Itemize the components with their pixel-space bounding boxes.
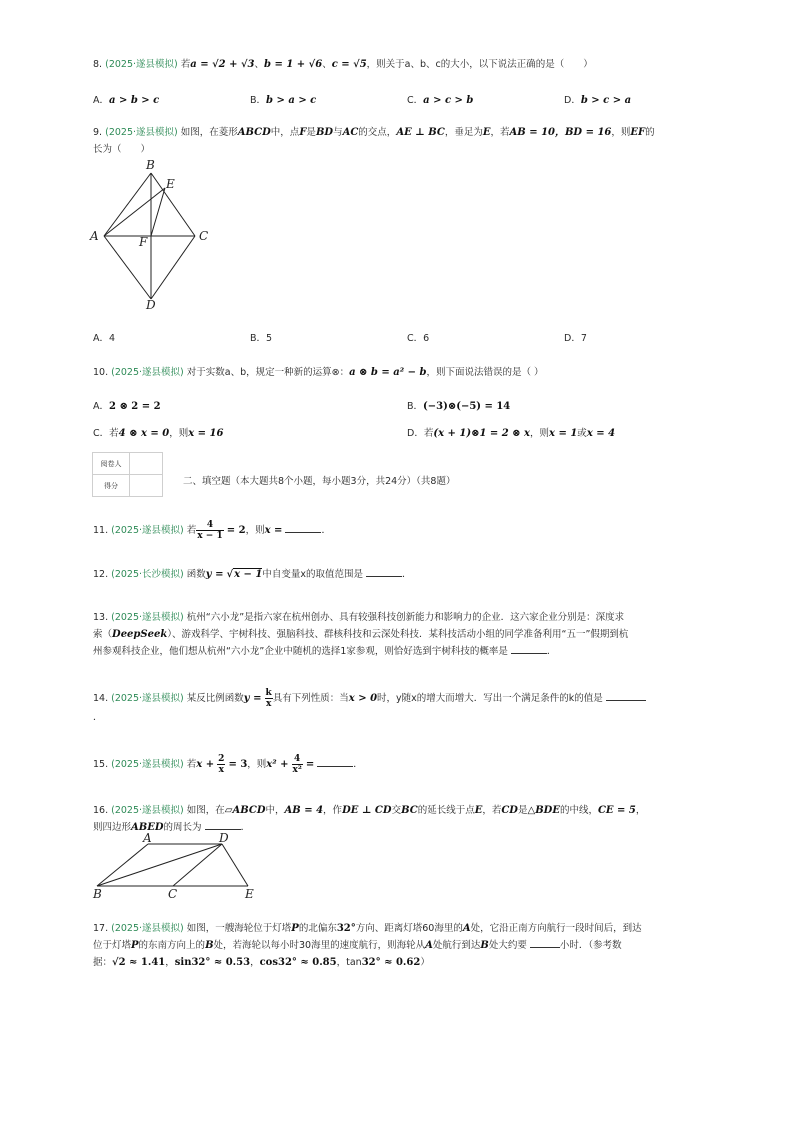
option-text: 若 xyxy=(109,428,119,439)
math-term: 32° xyxy=(336,923,356,934)
math-term: P xyxy=(291,923,299,934)
math-term: E xyxy=(474,805,483,816)
question-text: ，作 xyxy=(323,805,343,816)
question-text: ，则关于a、b、c的大小，以下说法正确的是（ ） xyxy=(366,59,593,70)
rhombus-figure xyxy=(88,158,218,310)
math-term: (x + 1)⊗1 = 2 ⊗ x xyxy=(433,428,531,439)
question-text: ） xyxy=(420,957,430,968)
question-text: ． xyxy=(240,822,251,833)
question-text: 位于灯塔 xyxy=(93,940,132,951)
math-term: ▱ABCD xyxy=(224,805,266,816)
question-text: 的周长为 xyxy=(163,822,202,833)
option-letter: A． xyxy=(93,95,109,106)
point-label-d: D xyxy=(219,832,229,845)
question-text: ）、游戏科学、宇树科技、强脑科技、群核科技和云深处科技．某科技活动小组的同学准备利用“五一”假期到杭 xyxy=(167,629,629,640)
question-number: 15. xyxy=(93,759,109,770)
question-number: 9. xyxy=(93,127,103,138)
option-b[interactable] xyxy=(407,398,510,412)
fraction-denominator: x xyxy=(218,765,224,775)
question-text: 若 xyxy=(180,59,191,70)
math-term: B xyxy=(205,940,214,951)
math-term: DeepSeek xyxy=(112,629,168,640)
question-source: (2025·遂县模拟) xyxy=(105,59,178,70)
point-label-e: E xyxy=(166,177,175,191)
question-text: 长为（ ） xyxy=(93,144,151,155)
question-17: 17. (2025·遂县模拟) 如图，一艘海轮位于灯塔P的北偏东32°方向、距离灯塔60海里的A处，它沿正南方向航行一段时间后，到达 位于灯塔P的东南方向上的B处，若海轮以每小时30海里的速度航行，则海轮从A处航行到达B处大约要 小时．（参考数 据：√2 ≈ 1.41，sin32° ≈ 0.53，cos32° ≈ 0.85，tan32° ≈ 0.62） xyxy=(93,923,642,968)
question-text: 的东南方向上的 xyxy=(138,940,206,951)
option-letter: A． xyxy=(93,401,109,412)
question-text: 若 xyxy=(186,759,197,770)
question-9 xyxy=(93,124,694,158)
option-b[interactable] xyxy=(250,330,272,344)
point-label-a: A xyxy=(143,832,152,845)
answer-blank[interactable] xyxy=(205,819,241,830)
question-source: (2025·遂县模拟) xyxy=(111,923,184,934)
question-text: 是 xyxy=(517,805,528,816)
question-text: ，则 xyxy=(245,525,265,536)
question-text: 则四边形 xyxy=(93,822,132,833)
option-text: 7 xyxy=(580,333,587,344)
sqrt-symbol: √ xyxy=(226,569,234,580)
math-b-definition: b = 1 + √6 xyxy=(264,59,323,70)
point-label-d: D xyxy=(146,298,156,310)
option-text: ，则 xyxy=(530,428,550,439)
fraction-numerator: 2 xyxy=(218,754,225,764)
option-letter: C． xyxy=(407,333,424,344)
math-term: x = 1 xyxy=(549,428,578,439)
question-text: 时，y随x的增大而增大．写出一个满足条件的k的值是 xyxy=(377,693,603,704)
option-c[interactable] xyxy=(407,330,429,344)
option-d[interactable] xyxy=(564,330,587,344)
math-term: = 2 xyxy=(226,525,246,536)
question-source: (2025·遂县模拟) xyxy=(111,759,184,770)
q10-options-row2 xyxy=(93,425,693,439)
option-text: 若 xyxy=(423,428,434,439)
question-text: ，若 xyxy=(490,127,510,138)
question-text: 若 xyxy=(186,525,197,536)
math-term: sin32° ≈ 0.53 xyxy=(174,957,251,968)
question-15 xyxy=(93,754,694,775)
question-text: ． xyxy=(93,712,103,723)
option-text: 或 xyxy=(577,428,587,439)
math-term: AB = 4 xyxy=(284,805,324,816)
question-text: ，垂足为 xyxy=(444,127,483,138)
point-label-c: C xyxy=(199,229,209,243)
math-term: B xyxy=(480,940,489,951)
math-term: A xyxy=(425,940,433,951)
fraction xyxy=(292,754,303,775)
math-term: √2 ≈ 1.41 xyxy=(112,957,166,968)
question-10 xyxy=(93,364,694,381)
option-letter: B． xyxy=(407,401,424,412)
question-13 xyxy=(93,609,694,660)
answer-blank[interactable] xyxy=(366,566,402,577)
question-text: ，则 xyxy=(247,759,267,770)
question-number: 13. xyxy=(93,612,109,623)
math-c-definition: c = √5 xyxy=(331,59,367,70)
answer-blank[interactable] xyxy=(530,937,560,948)
option-text: b > c > a xyxy=(580,95,632,106)
math-term: = xyxy=(305,759,315,770)
option-c[interactable] xyxy=(93,425,223,439)
option-a[interactable] xyxy=(93,330,115,344)
math-term: AE ⊥ BC xyxy=(396,127,445,138)
answer-blank[interactable] xyxy=(285,522,321,533)
score-cell[interactable] xyxy=(130,475,163,497)
question-number: 10. xyxy=(93,367,109,378)
option-text: a > b > c xyxy=(109,95,160,106)
math-term: A xyxy=(462,923,471,934)
math-term: ABED xyxy=(131,822,164,833)
fraction-numerator: 4 xyxy=(206,520,214,530)
question-text: 如图，一艘海轮位于灯塔 xyxy=(186,923,292,934)
fraction xyxy=(196,520,223,541)
question-text: 的 xyxy=(645,127,655,138)
question-text: tan xyxy=(346,957,362,968)
option-letter: D． xyxy=(564,95,581,106)
question-text: ． xyxy=(402,569,412,580)
question-text: 杭州“六小龙”是指六家在杭州创办、具有较强科技创新能力和影响力的企业．这六家企业分别是：深度求 xyxy=(186,612,625,623)
section-title: 二、填空题（本大题共8个小题，每小题3分，共24分）（共8题） xyxy=(183,476,456,487)
question-16 xyxy=(93,802,694,836)
question-text: 的交点， xyxy=(358,127,397,138)
question-text: 处大约要 xyxy=(488,940,527,951)
question-source: (2025·长沙模拟) xyxy=(111,569,184,580)
question-11 xyxy=(93,520,694,541)
question-text: 中自变量x的取值范围是 xyxy=(262,569,363,580)
question-text: 交 xyxy=(391,805,402,816)
question-number: 12. xyxy=(93,569,109,580)
math-term: = 3 xyxy=(228,759,248,770)
math-term: x + xyxy=(196,759,215,770)
question-text: 是 xyxy=(306,127,316,138)
point-label-a: A xyxy=(90,229,99,243)
question-text: 函数 xyxy=(186,569,206,580)
question-text: ． xyxy=(546,646,557,657)
option-c[interactable] xyxy=(407,92,473,106)
option-a[interactable] xyxy=(93,398,161,412)
question-text: 处航行到达 xyxy=(432,940,481,951)
option-b[interactable] xyxy=(250,92,316,106)
question-12 xyxy=(93,566,694,583)
fraction-denominator: x − 1 xyxy=(197,531,223,541)
question-text: ，则下面说法错误的是（ ） xyxy=(426,367,544,378)
math-term: DE ⊥ CD xyxy=(342,805,392,816)
fraction-denominator: x² xyxy=(292,765,302,775)
question-text: 处，它沿正南方向航行一段时间后，到达 xyxy=(470,923,642,934)
fraction xyxy=(265,688,273,709)
option-text: 5 xyxy=(266,333,273,344)
math-term: CE = 5 xyxy=(597,805,636,816)
question-text: 具有下列性质：当 xyxy=(272,693,349,704)
option-text: ，则 xyxy=(169,428,189,439)
question-text: 的北偏东 xyxy=(298,923,337,934)
score-label: 得分 xyxy=(93,475,130,497)
q8-options xyxy=(93,92,693,106)
math-term: BC xyxy=(401,805,418,816)
question-text: ， xyxy=(635,805,646,816)
option-letter: D． xyxy=(407,428,424,439)
question-text: 州参观科技企业，他们想从杭州“六小龙”企业中随机的选择1家参观，则恰好选到宇树科技的概率是 xyxy=(93,646,508,657)
math-term: y = xyxy=(205,569,224,580)
math-term: F xyxy=(299,127,307,138)
fraction-numerator: 4 xyxy=(294,754,301,764)
question-text: 小时．（参考数 xyxy=(559,940,622,951)
option-text: 6 xyxy=(423,333,430,344)
math-term: x > 0 xyxy=(348,693,378,704)
option-a[interactable] xyxy=(93,92,159,106)
math-term: EF xyxy=(630,127,646,138)
option-text: 2 ⊗ 2 = 2 xyxy=(109,401,161,412)
question-source: (2025·遂县模拟) xyxy=(111,525,184,536)
math-term: cos32° ≈ 0.85 xyxy=(259,957,337,968)
math-term: y = xyxy=(243,693,262,704)
option-text: (−3)⊗(−5) = 14 xyxy=(423,401,511,412)
option-letter: A． xyxy=(93,333,109,344)
option-d[interactable] xyxy=(564,92,631,106)
point-label-b: B xyxy=(93,887,102,900)
option-text: b > a > c xyxy=(266,95,317,106)
math-term: a ⊗ b = a² − b xyxy=(349,367,427,378)
question-text: 中，点 xyxy=(270,127,300,138)
question-number: 8. xyxy=(93,59,103,70)
question-number: 16. xyxy=(93,805,109,816)
question-number: 17. xyxy=(93,923,109,934)
math-a-definition: a = √2 + √3 xyxy=(190,59,255,70)
question-text: 处，若海轮以每小时30海里的速度航行，则海轮从 xyxy=(213,940,426,951)
question-text: 某反比例函数 xyxy=(186,693,244,704)
option-d[interactable] xyxy=(407,425,615,439)
answer-blank[interactable] xyxy=(606,690,646,701)
parallelogram-figure xyxy=(88,832,263,900)
math-term: 32° ≈ 0.62 xyxy=(361,957,421,968)
question-text: 方向、距离灯塔60海里的 xyxy=(355,923,463,934)
q9-options xyxy=(93,330,693,344)
math-term: AB = 10，BD = 16 xyxy=(509,127,612,138)
question-text: 对于实数a、b，规定一种新的运算⊗： xyxy=(186,367,350,378)
math-term: AC xyxy=(342,127,359,138)
reviewer-cell[interactable] xyxy=(130,453,163,475)
answer-blank[interactable] xyxy=(317,756,353,767)
question-14 xyxy=(93,688,694,726)
question-source: (2025·遂县模拟) xyxy=(105,127,178,138)
question-text: 如图，在 xyxy=(186,805,225,816)
point-label-b: B xyxy=(146,158,155,172)
question-8: 8. (2025·遂县模拟) 若a = √2 + √3、b = 1 + √6、c = √5，则关于a、b、c的大小，以下说法正确的是（ ） xyxy=(93,59,593,70)
math-term: 4 ⊗ x = 0 xyxy=(118,428,170,439)
math-term: x = 4 xyxy=(586,428,616,439)
math-term: ABCD xyxy=(237,127,271,138)
point-label-e: E xyxy=(245,887,254,900)
fraction xyxy=(217,754,225,775)
math-term: E xyxy=(482,127,491,138)
question-text: 如图，在菱形 xyxy=(180,127,238,138)
answer-blank[interactable] xyxy=(511,643,547,654)
question-source: (2025·遂县模拟) xyxy=(111,612,184,623)
fraction-numerator: k xyxy=(265,688,272,698)
option-letter: B． xyxy=(250,333,267,344)
math-term: CD xyxy=(501,805,518,816)
question-text: 中， xyxy=(265,805,285,816)
math-term: BD xyxy=(315,127,334,138)
question-text: ，则 xyxy=(611,127,631,138)
question-text: 的延长线于点 xyxy=(417,805,475,816)
score-table xyxy=(92,452,163,497)
math-term: x² + xyxy=(266,759,289,770)
option-letter: C． xyxy=(407,95,424,106)
question-text: ，若 xyxy=(482,805,502,816)
question-text: 与 xyxy=(333,127,343,138)
question-text: 的中线， xyxy=(559,805,598,816)
sqrt-radicand: x − 1 xyxy=(234,569,263,580)
question-source: (2025·遂县模拟) xyxy=(111,693,184,704)
point-label-f: F xyxy=(139,235,148,249)
question-text: 索（ xyxy=(93,629,113,640)
math-term: P xyxy=(131,940,139,951)
question-number: 14. xyxy=(93,693,109,704)
question-source: (2025·遂县模拟) xyxy=(111,805,184,816)
math-term: x = xyxy=(264,525,283,536)
reviewer-label: 阅卷人 xyxy=(93,453,130,475)
option-letter: D． xyxy=(564,333,581,344)
question-text: ． xyxy=(353,759,363,770)
question-text: ． xyxy=(321,525,331,536)
q10-options-row1 xyxy=(93,398,693,412)
point-label-c: C xyxy=(168,887,178,900)
question-text: 据： xyxy=(93,957,113,968)
question-source: (2025·遂县模拟) xyxy=(111,367,184,378)
option-text: a > c > b xyxy=(423,95,474,106)
question-number: 11. xyxy=(93,525,109,536)
option-text: 4 xyxy=(109,333,116,344)
option-letter: B． xyxy=(250,95,267,106)
fraction-denominator: x xyxy=(265,699,272,709)
math-term: x = 16 xyxy=(188,428,224,439)
math-term: △BDE xyxy=(527,805,560,816)
option-letter: C． xyxy=(93,428,110,439)
